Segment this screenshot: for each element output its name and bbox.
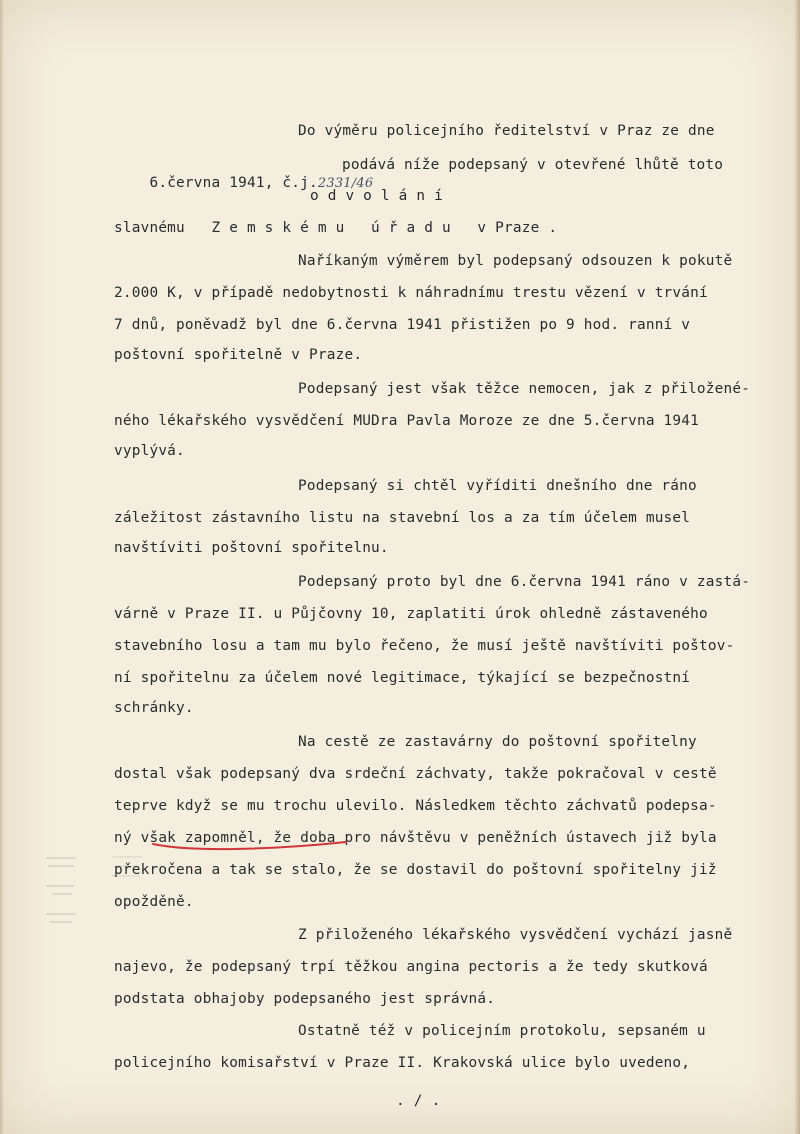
addressee-line: slavnému Z e m s k é m u ú ř a d u v Praze . (114, 220, 558, 236)
text-line: 2.000 K, v případě nedobytnosti k náhradnímu trestu vězení v trvání (114, 285, 708, 301)
paper-edge-left (0, 0, 4, 1134)
text-line: podstata obhajoby podepsaného jest správná. (114, 991, 496, 1007)
document-heading: o d v o l á n í (310, 188, 443, 204)
handwritten-reference-number: 2331/46 (317, 176, 374, 191)
text-line: Podepsaný proto byl dne 6.června 1941 ráno v zastá- (298, 574, 751, 590)
text-line: ní spořitelnu za účelem nové legitimace, týkající se bezpečnostní (114, 670, 691, 686)
text-line: najevo, že podepsaný trpí těžkou angina pectoris a že tedy skutková (114, 959, 708, 975)
text-line: teprve když se mu trochu ulevilo. Následkem těchto záchvatů podepsa- (114, 798, 717, 814)
paper-edge-right (794, 0, 800, 1134)
text-line: Ostatně též v policejním protokolu, sepsaném u (298, 1023, 706, 1039)
text-line: 7 dnů, poněvadž byl dne 6.června 1941 přistižen po 9 hod. ranní v (114, 317, 691, 333)
page-continuation-mark: . / . (396, 1093, 441, 1109)
text-line: Podepsaný si chtěl vyříditi dnešního dne ráno (298, 478, 697, 494)
text-line: podává níže podepsaný v otevřené lhůtě toto (342, 157, 724, 173)
text-line: navštíviti poštovní spořitelnu. (114, 540, 389, 556)
text-line: záležitost zástavního listu na stavební los a za tím účelem musel (114, 510, 691, 526)
text-line: Na cestě ze zastavárny do poštovní spořitelny (298, 734, 697, 750)
text-line: schránky. (114, 700, 194, 716)
text-line: Naříkaným výměrem byl podepsaný odsouzen k pokutě (298, 253, 733, 269)
text-line: opožděně. (114, 894, 194, 910)
text-line: vyplývá. (114, 443, 185, 459)
text-line: Do výměru policejního ředitelství v Praz ze dne (298, 123, 715, 139)
text-line: Podepsaný jest však těžce nemocen, jak z přiložené- (298, 381, 751, 397)
text-line: překročena a tak se stalo, že se dostavil do poštovní spořitelny již (114, 862, 717, 878)
text-line: ného lékařského vysvědčení MUDra Pavla Moroze ze dne 5.června 1941 (114, 413, 700, 429)
text-line: várně v Praze II. u Půjčovny 10, zaplatiti úrok ohledně zástaveného (114, 606, 708, 622)
text-line: ný však zapomněl, že doba pro návštěvu v peněžních ústavech již byla (114, 830, 717, 846)
text-line: stavebního losu a tam mu bylo řečeno, že musí ještě navštíviti poštov- (114, 638, 735, 654)
red-pencil-underline (150, 836, 350, 854)
text-line: Z přiloženého lékařského vysvědčení vychází jasně (298, 927, 733, 943)
text-line: dostal však podepsaný dva srdeční záchvaty, takže pokračoval v cestě (114, 766, 717, 782)
text-line: poštovní spořitelně v Praze. (114, 347, 363, 363)
text-line-part: 6.června 1941, č.j. (149, 175, 318, 191)
text-line: policejního komisařství v Praze II. Krakovská ulice bylo uvedeno, (114, 1055, 691, 1071)
